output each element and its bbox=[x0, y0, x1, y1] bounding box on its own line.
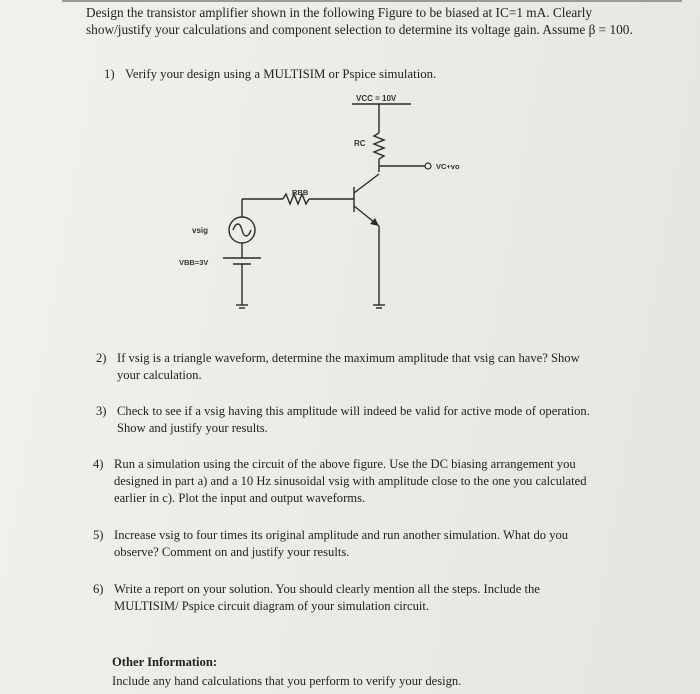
task-line: Verify your design using a MULTISIM or Pspice simulation. bbox=[125, 67, 437, 81]
rc-label: RC bbox=[354, 139, 366, 148]
task-number: 2) bbox=[96, 351, 107, 365]
vbb-label: VBB=3V bbox=[179, 258, 209, 267]
task-line: Run a simulation using the circuit of the above figure. Use the DC biasing arrangement you bbox=[114, 457, 576, 471]
sine-wave-icon bbox=[233, 224, 251, 236]
task-number: 5) bbox=[93, 528, 104, 542]
other-info-title: Other Information: bbox=[112, 655, 218, 669]
task-number: 4) bbox=[93, 457, 104, 471]
task-number: 6) bbox=[93, 582, 104, 596]
output-terminal bbox=[425, 163, 431, 169]
task-line: your calculation. bbox=[117, 368, 202, 382]
task-line: Check to see if a vsig having this amplitude will indeed be valid for active mode of operation. bbox=[117, 404, 590, 418]
task-line: earlier in c). Plot the input and output waveforms. bbox=[114, 491, 366, 505]
transistor-collector bbox=[354, 174, 379, 193]
task-line: If vsig is a triangle waveform, determine the maximum amplitude that vsig can have? Show bbox=[117, 351, 580, 365]
task-line: Increase vsig to four times its original amplitude and run another simulation. What do you bbox=[114, 528, 569, 542]
task-line: observe? Comment on and justify your results. bbox=[114, 545, 350, 559]
other-information bbox=[112, 653, 461, 691]
task-line: designed in part a) and a 10 Hz sinusoidal vsig with amplitude close to the one you calculated bbox=[114, 474, 587, 488]
output-label: VC+vo bbox=[436, 162, 460, 171]
rc-resistor bbox=[374, 133, 384, 159]
task-line: Write a report on your solution. You should clearly mention all the steps. Include the bbox=[114, 582, 540, 596]
problem-line-2: show/justify your calculations and component selection to determine its voltage gain. Assume β = 100. bbox=[86, 22, 633, 37]
vcc-label: VCC = 10V bbox=[356, 94, 397, 103]
problem-line-1: Design the transistor amplifier shown in the following Figure to be biased at IC=1 mA. Clearly bbox=[86, 5, 593, 20]
task-line: MULTISIM/ Pspice circuit diagram of your simulation circuit. bbox=[114, 599, 430, 613]
other-info-text: Include any hand calculations that you perform to verify your design. bbox=[112, 674, 462, 688]
task-number: 3) bbox=[96, 404, 107, 418]
task-number: 1) bbox=[104, 67, 115, 81]
vsig-label: vsig bbox=[192, 226, 209, 235]
rbb-label: RBB bbox=[292, 188, 309, 197]
task-line: Show and justify your results. bbox=[117, 421, 268, 435]
